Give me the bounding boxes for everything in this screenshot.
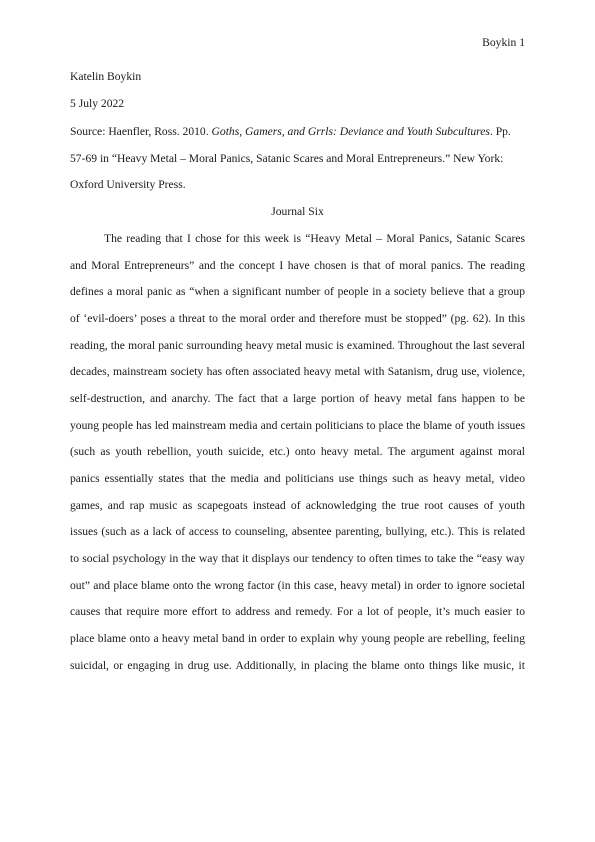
- source-prefix: Source: Haenfler, Ross. 2010.: [70, 125, 212, 138]
- body-line: to social psychology in the way that it displays our tendency to often times to take the “easy way: [70, 552, 525, 565]
- source-citation-line-2: 57-69 in “Heavy Metal – Moral Panics, Satanic Scares and Moral Entrepreneurs.” New York:: [70, 152, 504, 165]
- body-line: panics essentially states that the media and politicians use things such as heavy metal, video: [70, 472, 525, 485]
- body-line: causes that require more effort to address and remedy. For a lot of people, it’s much easier to: [70, 605, 525, 618]
- body-line: self-destruction, and anarchy. The fact that a large portion of heavy metal fans happen to be: [70, 392, 525, 405]
- body-line: reading, the moral panic surrounding heavy metal music is examined. Throughout the last several: [70, 339, 525, 352]
- body-line: The reading that I chose for this week is “Heavy Metal – Moral Panics, Satanic Scares: [104, 232, 525, 245]
- body-line: and Moral Entrepreneurs” and the concept I have chosen is that of moral panics. The reading: [70, 259, 525, 272]
- running-header: Boykin 1: [482, 36, 525, 49]
- body-line: of ‘evil-doers’ poses a threat to the moral order and therefore must be stopped” (pg. 62). In this: [70, 312, 525, 325]
- body-line: defines a moral panic as “when a significant number of people in a society believe that a group: [70, 285, 525, 298]
- body-line: place blame onto a heavy metal band in order to explain why young people are rebelling, feeling: [70, 632, 525, 645]
- author-name: Katelin Boykin: [70, 70, 142, 83]
- body-line: games, and rap music as scapegoats instead of acknowledging the true root causes of youth: [70, 499, 525, 512]
- body-line: out” and place blame onto the wrong factor (in this case, heavy metal) in order to ignore societal: [70, 579, 525, 592]
- body-line: young people has led mainstream media and certain politicians to place the blame of youth issues: [70, 419, 525, 432]
- body-line: issues (such as a lack of access to counseling, absentee parenting, bullying, etc.). This is related: [70, 525, 525, 538]
- body-line: suicidal, or engaging in drug use. Additionally, in placing the blame onto things like music, it: [70, 659, 525, 672]
- body-line: (such as youth rebellion, youth suicide, etc.) onto heavy metal. The argument against moral: [70, 445, 525, 458]
- document-title: Journal Six: [271, 205, 324, 218]
- source-suffix: . Pp.: [489, 125, 511, 138]
- body-line: decades, mainstream society has often associated heavy metal with Satanism, drug use, violence,: [70, 365, 525, 378]
- date: 5 July 2022: [70, 97, 125, 110]
- source-book-title: Goths, Gamers, and Grrls: Deviance and Youth Subcultures: [211, 125, 490, 138]
- source-citation-line-3: Oxford University Press.: [70, 178, 186, 191]
- source-citation-line-1: [70, 124, 511, 140]
